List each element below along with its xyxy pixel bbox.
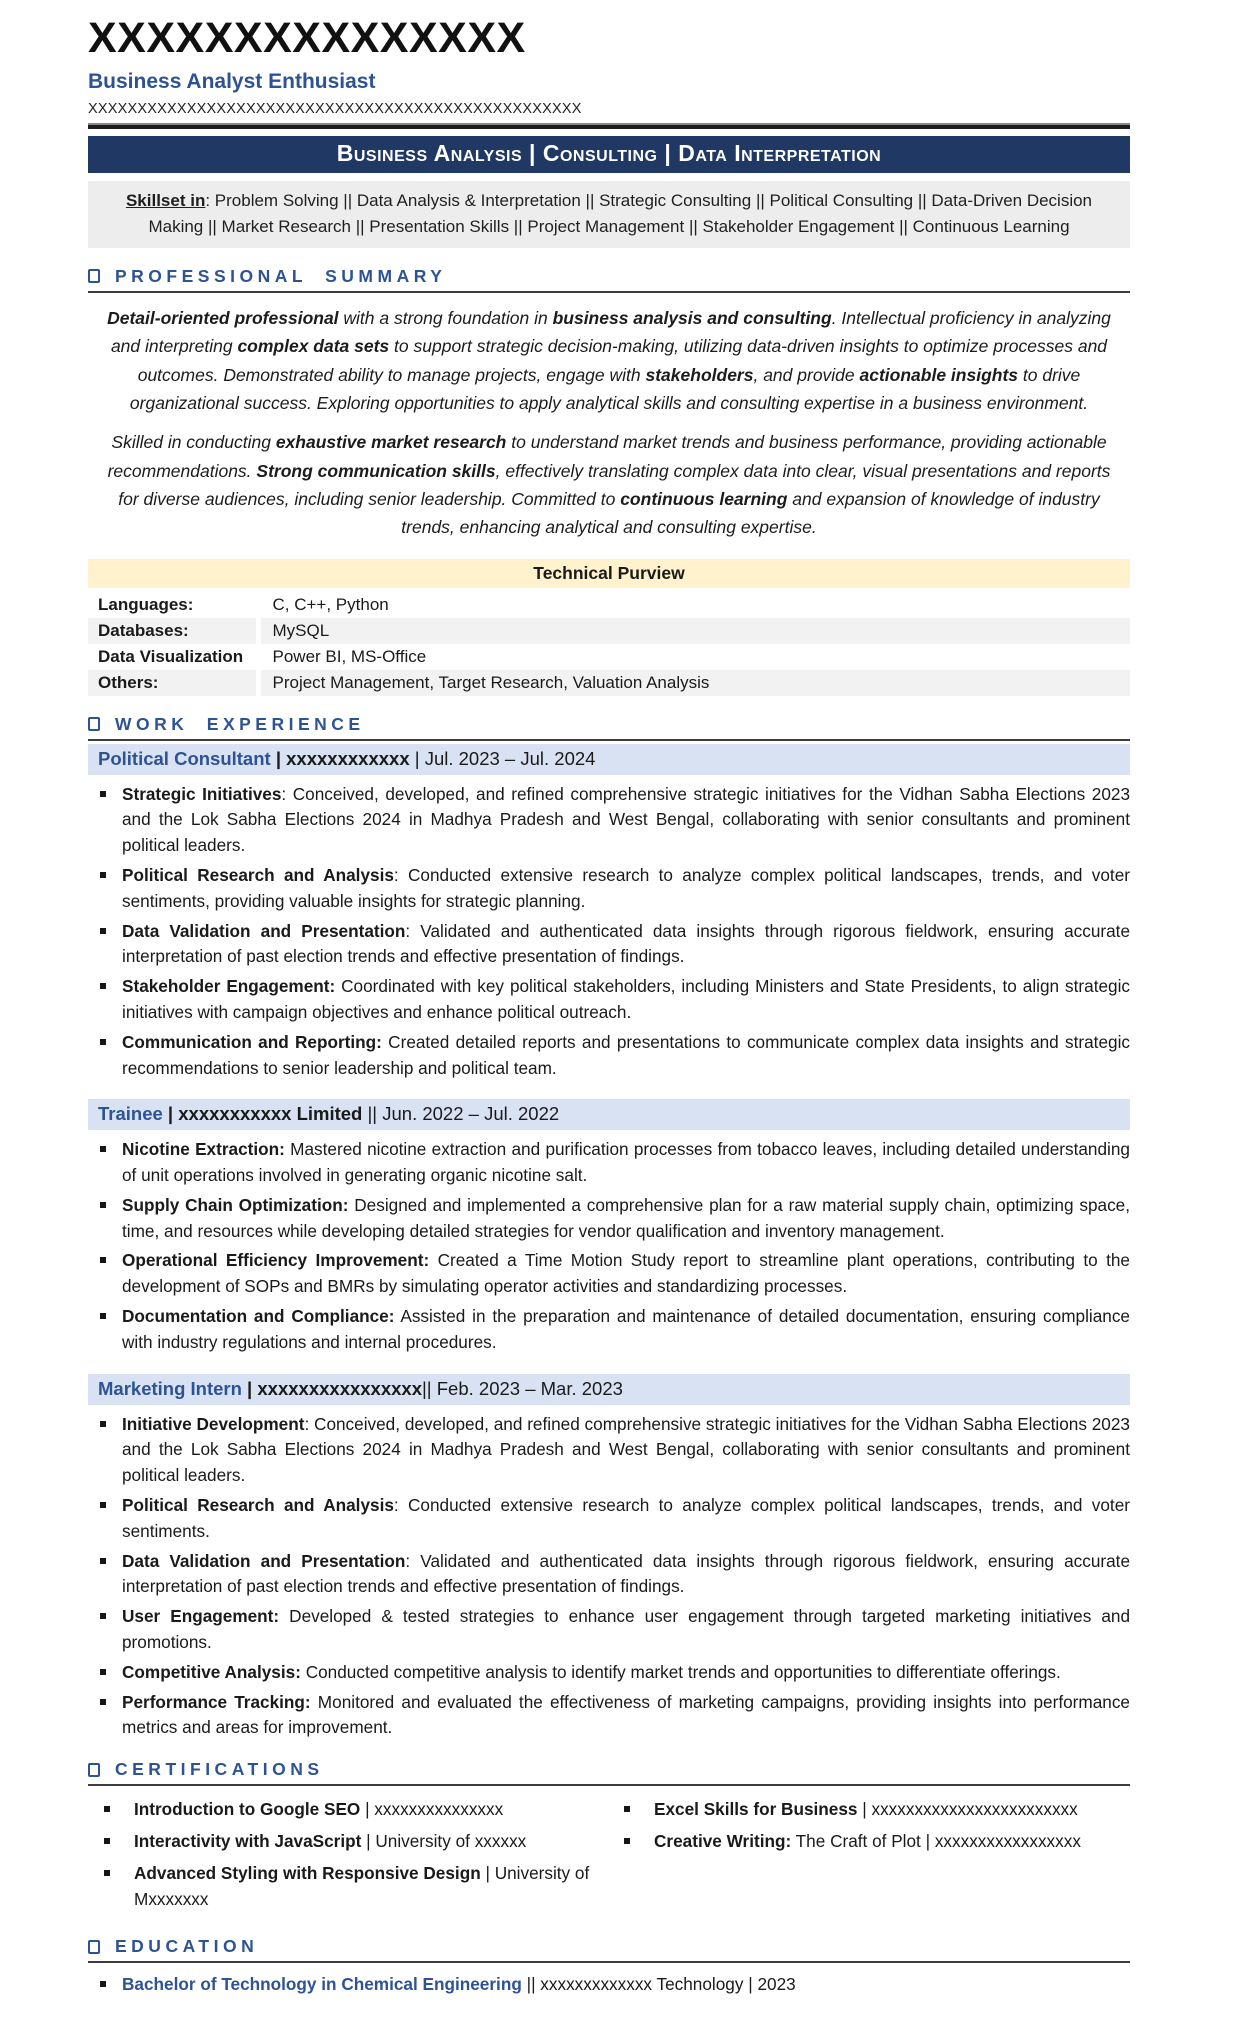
square-bullet-icon: [100, 791, 106, 797]
bullet-text: Supply Chain Optimization: Designed and implemented a comprehensive plan for a raw material supply chain, optimizing space, time, and resources while developing detailed strategies for vendor qualification and inventory management.: [122, 1194, 1130, 1241]
bullet-text: Political Research and Analysis: Conducted extensive research to analyze complex political landscapes, trends, and voter sentiments.: [122, 1495, 1130, 1541]
summary-paragraph-1: Detail-oriented professional with a strong foundation in business analysis and consulting. Intellectual proficiency in analyzing and interpreting complex data sets to support strategic decision-making, utilizing data-driven insights to optimize processes and outcomes. Demonstrated ability to manage projects, engage with stakeholders, and provide actionable insights to drive organizational success. Exploring opportunities to apply analytical skills and consulting expertise in a business environment.: [107, 307, 1111, 413]
bullet-text: Initiative Development: Conceived, developed, and refined comprehensive strategic initiatives for the Vidhan Sabha Elections 2023 and the Lok Sabha Elections 2024 in Madhya Pradesh and West Bengal, collaborating with senior consultants and prominent political leaders.: [122, 1413, 1130, 1486]
square-bullet-icon: [100, 1146, 106, 1152]
bullet-item: [88, 1493, 1130, 1545]
bullet-text: Data Validation and Presentation: Validated and authenticated data insights through rigorous fieldwork, ensuring accurate interpretation of past election trends and effective presentation of findings.: [122, 920, 1131, 967]
job-header-marketing-intern: [88, 1374, 1130, 1405]
certification-item: [608, 1829, 1130, 1855]
open-square-icon: [88, 269, 100, 283]
certification-text: Introduction to Google SEO | xxxxxxxxxxxxxxx: [134, 1799, 504, 1820]
bullet-item: [88, 1690, 1130, 1742]
open-square-icon: [88, 717, 100, 731]
job-header-political-consultant: [88, 744, 1130, 775]
bullet-text: Strategic Initiatives: Conceived, developed, and refined comprehensive strategic initiatives for the Vidhan Sabha Elections 2023 and the Lok Sabha Elections 2024 in Madhya Pradesh and West Bengal, collaborating with senior consultants and prominent political leaders.: [122, 783, 1131, 856]
certification-text: Advanced Styling with Responsive Design | University of Mxxxxxxx: [134, 1862, 590, 1909]
section-heading-education: [88, 1936, 1130, 1957]
table-row-label: Others:: [88, 670, 258, 696]
bullet-item: [88, 919, 1130, 971]
section-heading-professional-summary: [88, 266, 1130, 287]
bullet-text: User Engagement: Developed & tested strategies to enhance user engagement through targeted marketing initiatives and promotions.: [122, 1606, 1131, 1652]
table-row-value: MySQL: [258, 618, 1130, 644]
job-dates: | Jul. 2023 – Jul. 2024: [409, 747, 596, 769]
table-row-label: Data Visualization: [88, 644, 258, 670]
job-company: | xxxxxxxxxxxxxxxx: [241, 1377, 422, 1399]
square-bullet-icon: [100, 872, 106, 878]
bullet-item: [88, 863, 1130, 915]
bullet-item: [88, 1193, 1130, 1245]
square-bullet-icon: [104, 1838, 110, 1844]
square-bullet-icon: [100, 1669, 106, 1675]
section-rule: [88, 1784, 1130, 1786]
square-bullet-icon: [100, 928, 106, 934]
skillset-list: : Problem Solving || Data Analysis & Interpretation || Strategic Consulting || Political Consulting || Data-Driven Decision Making || Market Research || Presentation Skills || Project Management || Stakeholder Engagement || Continuous Learning: [148, 191, 1093, 237]
certification-text: Excel Skills for Business | xxxxxxxxxxxxxxxxxxxxxxxx: [654, 1799, 1078, 1820]
education-section: [88, 1936, 1130, 1998]
job-company: | xxxxxxxxxxx Limited: [162, 1103, 363, 1125]
specialty-banner: Business Analysis | Consulting | Data Interpretation: [88, 136, 1130, 173]
job-dates: || Feb. 2023 – Mar. 2023: [422, 1377, 623, 1399]
bullet-text: Data Validation and Presentation: Validated and authenticated data insights through rigorous fieldwork, ensuring accurate interpretation of past election trends and effective presentation of findings.: [122, 1550, 1131, 1597]
square-bullet-icon: [100, 1257, 106, 1263]
bullet-item: [88, 1660, 1130, 1686]
skillset-block: [88, 181, 1130, 248]
education-item: [88, 1972, 1130, 1998]
bullet-text: Political Research and Analysis: Conducted extensive research to analyze complex political landscapes, trends, and voter sentiments, providing valuable insights for strategic planning.: [122, 864, 1130, 911]
bullet-item: [88, 1304, 1130, 1356]
certification-text: Interactivity with JavaScript | University of xxxxxx: [134, 1830, 527, 1851]
certification-item: [88, 1797, 608, 1823]
job-title: Trainee: [98, 1103, 163, 1125]
square-bullet-icon: [100, 1502, 106, 1508]
bullet-item: [88, 782, 1130, 859]
certifications-left-column: [88, 1797, 608, 1918]
square-bullet-icon: [624, 1838, 630, 1844]
technical-purview-header: Technical Purview: [88, 559, 1130, 588]
table-row-value: C, C++, Python: [272, 594, 389, 614]
section-heading-label: EDUCATION: [115, 1936, 259, 1957]
square-bullet-icon: [104, 1806, 110, 1812]
square-bullet-icon: [100, 1313, 106, 1319]
person-title: Business Analyst Enthusiast: [88, 70, 376, 94]
summary-paragraph-2: Skilled in conducting exhaustive market research to understand market trends and business performance, providing actionable recommendations. Strong communication skills, effectively translating complex data into clear, visual presentations and reports for diverse audiences, including senior leadership. Committed to continuous learning and expansion of knowledge of industry trends, enhancing analytical and consulting expertise.: [107, 432, 1111, 538]
job-bullet-list: [88, 1412, 1130, 1742]
certification-text: Creative Writing: The Craft of Plot | xxxxxxxxxxxxxxxxx: [654, 1830, 1081, 1851]
section-rule: [88, 291, 1130, 293]
section-heading-label: WORK EXPERIENCE: [115, 713, 365, 734]
square-bullet-icon: [100, 1613, 106, 1619]
certification-item: [88, 1861, 608, 1913]
technical-purview-table: [88, 592, 1130, 696]
job-header-trainee: [88, 1099, 1130, 1130]
education-list: [88, 1972, 1130, 1998]
square-bullet-icon: [100, 1699, 106, 1705]
technical-purview: [88, 559, 1130, 696]
bullet-text: Documentation and Compliance: Assisted in the preparation and maintenance of detailed documentation, ensuring compliance with industry regulations and internal procedures.: [122, 1306, 1130, 1352]
bullet-item: [88, 1549, 1130, 1601]
bullet-item: [88, 1248, 1130, 1300]
bullet-text: Performance Tracking: Monitored and evaluated the effectiveness of marketing campaigns, providing insights into performance metrics and areas for improvement.: [122, 1691, 1130, 1738]
bullet-item: [88, 1137, 1130, 1189]
bullet-text: Operational Efficiency Improvement: Created a Time Motion Study report to streamline plant operations, contributing to the development of SOPs and BMRs by simulating operator activities and standardizing processes.: [122, 1250, 1130, 1297]
bullet-item: [88, 1030, 1130, 1082]
table-row-value: Project Management, Target Research, Valuation Analysis: [258, 670, 1130, 696]
job-title: Marketing Intern: [98, 1377, 242, 1399]
square-bullet-icon: [100, 1558, 106, 1564]
job-bullet-list: [88, 1137, 1130, 1355]
table-row-label: Databases:: [88, 618, 258, 644]
section-heading-certifications: [88, 1759, 1130, 1780]
open-square-icon: [88, 1763, 100, 1777]
section-rule: [88, 1961, 1130, 1963]
table-row: [88, 618, 1130, 644]
square-bullet-icon: [624, 1806, 630, 1812]
education-text: Bachelor of Technology in Chemical Engineering || xxxxxxxxxxxxx Technology | 2023: [122, 1974, 796, 1995]
square-bullet-icon: [100, 1981, 106, 1987]
bullet-item: [88, 974, 1130, 1026]
job-bullet-list: [88, 782, 1130, 1082]
contact-line: XXXXXXXXXXXXXXXXXXXXXXXXXXXXXXXXXXXXXXXXXXXXXXXXXX: [88, 101, 582, 118]
certification-item: [608, 1797, 1130, 1823]
table-row: [88, 592, 1130, 618]
certifications-right-column: [608, 1797, 1130, 1918]
table-row-label: Languages:: [88, 592, 258, 618]
section-rule: [88, 739, 1130, 741]
table-row-value: Power BI, MS-Office: [272, 646, 427, 666]
open-square-icon: [88, 1940, 100, 1954]
header-divider: [88, 123, 1130, 129]
square-bullet-icon: [100, 1421, 106, 1427]
section-heading-work-experience: [88, 714, 1130, 735]
table-row: [88, 644, 1130, 670]
bullet-item: [88, 1604, 1130, 1656]
skillset-label: Skillset in: [125, 191, 206, 211]
bullet-text: Communication and Reporting: Created detailed reports and presentations to communicate complex data insights and strategic recommendations to senior leadership and political team.: [122, 1031, 1130, 1078]
section-heading-label: PROFESSIONAL SUMMARY: [115, 265, 447, 286]
person-name: XXXXXXXXXXXXXXX: [88, 14, 526, 62]
square-bullet-icon: [104, 1870, 110, 1876]
section-heading-label: CERTIFICATIONS: [115, 1759, 324, 1780]
square-bullet-icon: [100, 1039, 106, 1045]
square-bullet-icon: [100, 1202, 106, 1208]
certification-item: [88, 1829, 608, 1855]
table-row: [88, 670, 1130, 696]
bullet-item: [88, 1412, 1130, 1489]
bullet-text: Stakeholder Engagement: Coordinated with key political stakeholders, including Ministers and State Presidents, to align strategic initiatives with campaign objectives and enhance political outreach.: [122, 976, 1130, 1022]
job-title: Political Consultant: [98, 747, 271, 769]
square-bullet-icon: [100, 983, 106, 989]
certifications-grid: [88, 1797, 1130, 1918]
job-company: | xxxxxxxxxxxx: [270, 747, 410, 769]
bullet-text: Competitive Analysis: Conducted competitive analysis to identify market trends and opportunities to differentiate offerings.: [122, 1661, 1061, 1682]
bullet-text: Nicotine Extraction: Mastered nicotine extraction and purification processes from tobacco leaves, including detailed understanding of unit operations involved in generating organic nicotine salt.: [122, 1139, 1130, 1186]
job-dates: || Jun. 2022 – Jul. 2022: [362, 1103, 560, 1125]
